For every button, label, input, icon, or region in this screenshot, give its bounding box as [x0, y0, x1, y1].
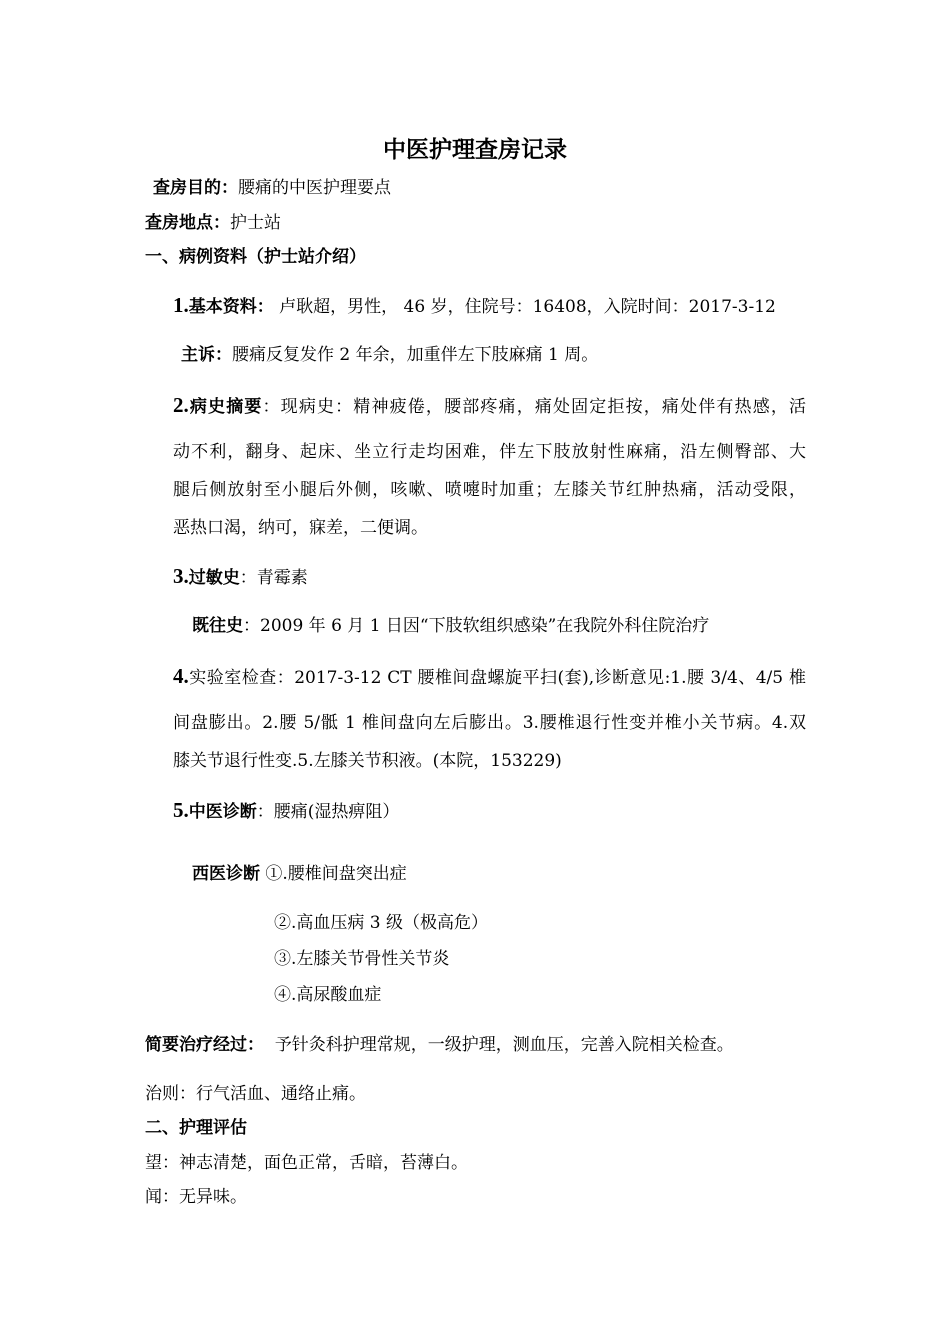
- western-diagnosis-item-1: ①.腰椎间盘突出症: [265, 864, 407, 884]
- allergy-number: 3.: [173, 564, 189, 588]
- history-label: 病史摘要: [188, 397, 263, 417]
- tcm-diagnosis-number: 5.: [173, 798, 189, 822]
- history-line-2: 动不利，翻身、起床、坐立行走均困难，伴左下肢放射性麻痛，沿左侧臀部、大: [173, 442, 806, 462]
- history-line-4: 恶热口渴，纳可，寐差，二便调。: [173, 518, 428, 538]
- location-value: 护士站: [230, 213, 281, 233]
- treatment-label: 简要治疗经过：: [145, 1035, 264, 1055]
- basic-info-label: 基本资料：: [188, 297, 274, 317]
- history-number: 2.: [173, 393, 189, 417]
- history-line-3: 腿后侧放射至小腿后外侧，咳嗽、喷嚏时加重；左膝关节红肿热痛，活动受限，: [173, 480, 806, 500]
- basic-info-number: 1.: [173, 293, 189, 317]
- history-line-1: [173, 394, 806, 418]
- allergy-value: ：青霉素: [239, 568, 308, 588]
- western-diagnosis-item-4: ④.高尿酸血症: [274, 985, 382, 1005]
- section-heading-2: 二、护理评估: [145, 1118, 247, 1138]
- lab-line-1: [173, 665, 806, 689]
- allergy-line: [173, 565, 308, 589]
- allergy-label: 过敏史: [188, 568, 240, 588]
- lab-number: 4.: [173, 664, 189, 688]
- location-line: [145, 212, 281, 234]
- purpose-value: 腰痛的中医护理要点: [238, 178, 391, 198]
- principle-line: 治则：行气活血、通络止痛。: [145, 1084, 366, 1104]
- basic-info-line: [173, 294, 776, 318]
- lab-line-2: 间盘膨出。2.腰 5/骶 1 椎间盘向左后膨出。3.腰椎退行性变并椎小关节病。4.双: [173, 713, 806, 733]
- western-diagnosis-line: [192, 863, 407, 885]
- complaint-value: 腰痛反复发作 2 年余，加重伴左下肢麻痛 1 周。: [232, 345, 599, 365]
- treatment-value: 予针灸科护理常规，一级护理，测血压，完善入院相关检查。: [274, 1035, 734, 1055]
- look-line: 望：神志清楚，面色正常，舌暗，苔薄白。: [145, 1153, 468, 1173]
- past-history-line: [192, 615, 709, 637]
- past-history-value: ：2009 年 6 月 1 日因“下肢软组织感染”在我院外科住院治疗: [243, 616, 710, 636]
- purpose-label: 查房目的：: [153, 178, 238, 198]
- tcm-diagnosis-label: 中医诊断: [188, 802, 257, 822]
- page-title: 中医护理查房记录: [383, 137, 567, 163]
- lab-line-3: 膝关节退行性变.5.左膝关节积液。(本院，153229): [173, 751, 562, 771]
- purpose-line: [153, 177, 391, 199]
- section-heading-1: 一、病例资料（护士站介绍）: [145, 247, 366, 267]
- past-history-label: 既往史: [192, 616, 243, 636]
- treatment-line: [145, 1034, 734, 1056]
- western-diagnosis-label: 西医诊断: [192, 864, 260, 884]
- location-label: 查房地点：: [145, 213, 230, 233]
- basic-info-value: 卢耿超，男性， 46 岁，住院号：16408，入院时间：2017-3-12: [273, 297, 776, 317]
- history-text-1: ：现病史：精神疲倦，腰部疼痛，痛处固定拒按，痛处伴有热感，活: [262, 397, 807, 417]
- tcm-diagnosis-line: [173, 799, 399, 823]
- western-diagnosis-item-3: ③.左膝关节骨性关节炎: [274, 949, 450, 969]
- western-diagnosis-item-2: ②.高血压病 3 级（极高危）: [274, 913, 489, 933]
- tcm-diagnosis-value: ：腰痛(湿热痹阻）: [256, 802, 400, 822]
- complaint-line: [181, 344, 598, 366]
- lab-text-1: 实验室检查：2017-3-12 CT 腰椎间盘螺旋平扫(套),诊断意见:1.腰 3/4、4/5 椎: [188, 668, 806, 688]
- smell-line: 闻：无异味。: [145, 1187, 247, 1207]
- complaint-label: 主诉：: [181, 345, 232, 365]
